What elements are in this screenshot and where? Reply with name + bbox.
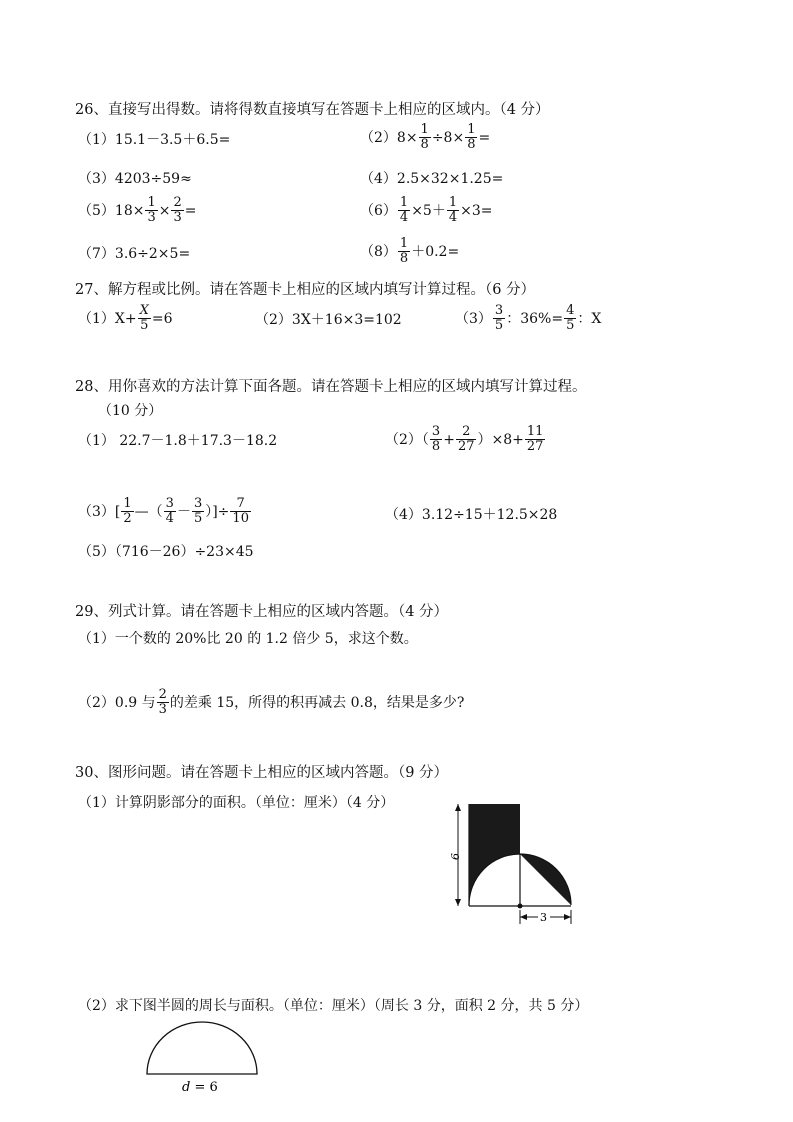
q26-item-5: （5）18× $\frac{1}{3}$ × $\frac{2}{3}$ = [78, 195, 197, 226]
shaded-area-figure [445, 798, 585, 930]
fraction: $\frac{7}{10}$ [232, 496, 249, 527]
shaded-right-region [520, 854, 571, 905]
q26-title: 26、直接写出得数。请将得数直接填写在答题卡上相应的区域内。（4 分） [75, 102, 550, 118]
q26-item-3: （3）4203÷59≈ [78, 171, 192, 187]
q28-item-2: （2）（ $\frac{3}{8}$ + $\frac{2}{27}$ ）×8+ $\frac{11}{27}$ [385, 424, 544, 455]
arrow-left-icon [520, 914, 527, 920]
q27-item-1: （1）X+ $\frac{X}{5}$ =6 [78, 303, 173, 334]
q30-item-2: （2）求下图半圆的周长与面积。（单位：厘米）（周长 3 分，面积 2 分，共 5 分） [78, 998, 589, 1014]
width-label: 3 [540, 911, 547, 924]
fraction: $\frac{2}{3}$ [158, 687, 167, 718]
q27-item-3: （3） $\frac{3}{5}$ ：36%= $\frac{4}{5}$ ：X [455, 303, 602, 334]
shaded-left-region [469, 854, 520, 905]
fraction: $\frac{1}{3}$ [147, 195, 156, 226]
fraction: $\frac{X}{5}$ [139, 303, 149, 334]
diameter-label: d = 6 [182, 1080, 218, 1095]
semicircle-figure [140, 1015, 265, 1097]
q26-item-2: （2）8× $\frac{1}{8}$ ÷8× $\frac{1}{8}$ = [360, 122, 491, 153]
q29-title: 29、列式计算。请在答题卡上相应的区域内答题。（4 分） [75, 604, 449, 620]
q26-item-7: （7）3.6÷2×5= [78, 246, 191, 262]
fraction: $\frac{1}{8}$ [420, 122, 429, 153]
shaded-rectangle [469, 804, 520, 854]
fraction: $\frac{1}{8}$ [399, 236, 409, 267]
q26-item-4: （4）2.5×32×1.25= [360, 171, 504, 187]
q28-item-4: （4）3.12÷15＋12.5×28 [385, 507, 558, 523]
fraction: $\frac{11}{27}$ [526, 424, 544, 455]
arrow-down-icon [455, 899, 461, 906]
fraction: $\frac{3}{4}$ [165, 496, 174, 527]
q27-title: 27、解方程或比例。请在答题卡上相应的区域内填写计算过程。（6 分） [75, 282, 536, 298]
center-point [518, 904, 523, 909]
q28-title-points: （10 分） [98, 403, 163, 419]
q27-item-2: （2）3X＋16×3=102 [255, 312, 402, 328]
q28-title: 28、用你喜欢的方法计算下面各题。请在答题卡上相应的区域内填写计算过程。 [75, 379, 587, 395]
arrow-right-icon [564, 914, 571, 920]
height-label: 6 [449, 853, 462, 860]
q30-item-1: （1）计算阴影部分的面积。（单位：厘米）（4 分） [78, 795, 395, 811]
fraction: $\frac{2}{27}$ [457, 424, 475, 455]
fraction: $\frac{4}{5}$ [566, 303, 575, 334]
fraction: $\frac{2}{3}$ [173, 195, 182, 226]
fraction: $\frac{1}{8}$ [467, 122, 476, 153]
fraction: $\frac{1}{2}$ [123, 496, 132, 527]
fraction: $\frac{1}{4}$ [448, 195, 458, 226]
semicircle-shape [147, 1022, 257, 1074]
q29-item-1: （1）一个数的 20%比 20 的 1.2 倍少 5，求这个数。 [78, 631, 418, 647]
q26-item-8: （8） $\frac{1}{8}$ ＋0.2= [360, 236, 460, 267]
arrow-up-icon [455, 804, 461, 811]
fraction: $\frac{3}{8}$ [431, 424, 441, 455]
fraction: $\frac{1}{4}$ [399, 195, 409, 226]
q26-item-6: （6） $\frac{1}{4}$ ×5＋ $\frac{1}{4}$ ×3= [360, 195, 493, 226]
q28-item-3: （3）[ $\frac{1}{2}$ —（ $\frac{3}{4}$ － $\frac{3}{5}$ ）]÷ $\frac{7}{10}$ [78, 496, 249, 527]
q28-item-5: （5）（716－26）÷23×45 [78, 544, 254, 560]
q29-item-2: （2）0.9 与 $\frac{2}{3}$ 的差乘 15，所得的积再减去 0.8，结果是多少? [78, 687, 465, 718]
q26-item-1: （1）15.1－3.5＋6.5= [78, 132, 231, 148]
q30-title: 30、图形问题。请在答题卡上相应的区域内答题。（9 分） [75, 765, 449, 781]
fraction: $\frac{3}{5}$ [494, 303, 504, 334]
q28-item-1: （1） 22.7－1.8＋17.3－18.2 [78, 433, 278, 449]
fraction: $\frac{3}{5}$ [193, 496, 203, 527]
